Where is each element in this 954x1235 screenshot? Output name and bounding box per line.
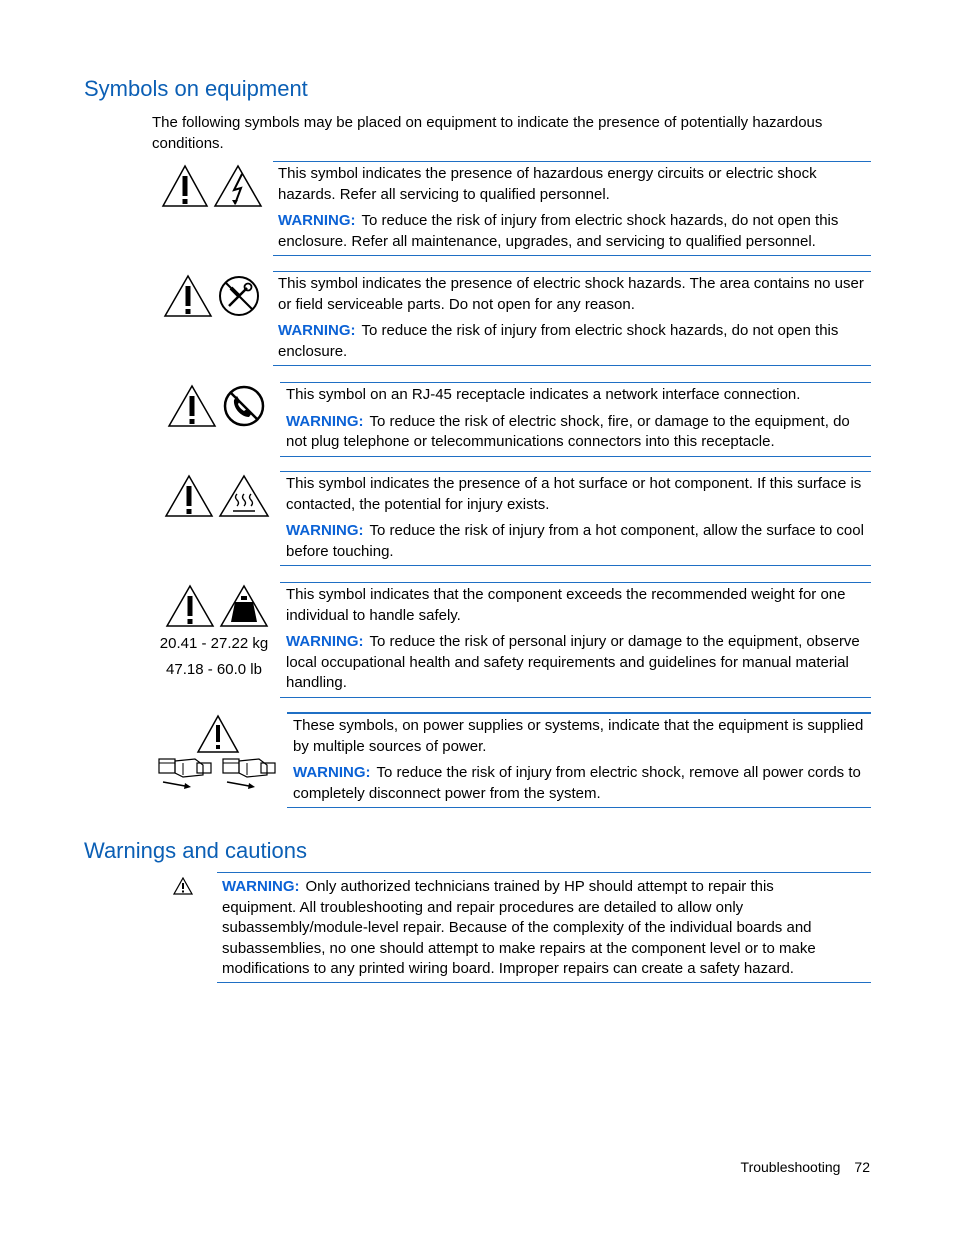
warning-triangle-icon xyxy=(196,714,240,754)
weight-range-lb: 47.18 - 60.0 lb xyxy=(166,661,262,678)
warning-label: WARNING: xyxy=(286,412,364,430)
warning-text: To reduce the risk of injury from a hot component, allow the surface to cool before touching. xyxy=(286,522,864,560)
warning-triangle-icon xyxy=(163,274,213,318)
symbol-row-2-icons xyxy=(163,274,261,318)
warning-note xyxy=(278,321,867,362)
weight-range-kg: 20.41 - 27.22 kg xyxy=(159,635,269,652)
warning-text: To reduce the risk of injury from electric shock hazards, do not open this enclosure. xyxy=(278,322,839,360)
warning-box xyxy=(217,872,871,983)
warning-label: WARNING: xyxy=(286,522,364,539)
symbol-description: These symbols, on power supplies or systems, indicate that the equipment is supplied by multiple sources of power. xyxy=(293,717,864,755)
warning-label: WARNING: xyxy=(278,322,356,339)
symbol-row-3-icons xyxy=(167,384,267,428)
warning-label: WARNING: xyxy=(293,764,371,781)
page-number: 72 xyxy=(854,1159,870,1175)
symbol-description: This symbol on an RJ-45 receptacle indicates a network interface connection. xyxy=(286,386,801,403)
symbol-row-5 xyxy=(280,582,871,698)
intro-paragraph: The following symbols may be placed on equipment to indicate the presence of potentially hazardous conditions. xyxy=(152,114,823,152)
warning-label: WARNING: xyxy=(222,878,300,895)
symbol-description: This symbol indicates the presence of electric shock hazards. The area contains no user or field serviceable parts. Do not open for any reason. xyxy=(278,275,864,313)
footer-section: Troubleshooting xyxy=(740,1159,841,1175)
section-title-warnings: Warnings and cautions xyxy=(84,838,307,863)
warning-label: WARNING: xyxy=(278,212,356,229)
symbol-description: This symbol indicates that the component exceeds the recommended weight for one individual to handle safely. xyxy=(286,586,846,624)
no-telephone-icon xyxy=(221,384,267,428)
warning-text: Only authorized technicians trained by HP should attempt to repair this equipment. All troubleshooting and repair procedures are detailed to allow only subassembly/module-level repair. Because of the complexity of the individual boards and subassemblies, no one should attempt to make repairs at the component level or to make modifications to any printed wiring board. Improper repairs can create a safety hazard. xyxy=(222,878,816,977)
no-tools-icon xyxy=(217,274,261,318)
symbol-row-1 xyxy=(273,161,871,256)
warning-text: To reduce the risk of injury from electric shock hazards, do not open this enclosure. Refer all maintenance, upgrades, and servicing to qualified personnel. xyxy=(278,212,839,250)
warning-note xyxy=(286,412,867,453)
symbol-row-1-icons xyxy=(161,164,263,208)
warning-triangle-icon xyxy=(165,584,215,628)
warning-triangle-icon xyxy=(161,164,209,208)
caution-icon-wrap xyxy=(173,877,193,898)
section-title-symbols: Symbols on equipment xyxy=(84,76,308,101)
warning-note xyxy=(222,877,831,980)
warning-text: To reduce the risk of electric shock, fire, or damage to the equipment, do not plug telephone or telecommunications connectors into this receptacle. xyxy=(286,412,850,450)
heavy-weight-icon xyxy=(219,584,269,628)
symbol-row-4 xyxy=(280,471,871,566)
power-plug-icon xyxy=(221,755,281,789)
warning-triangle-icon xyxy=(173,877,193,895)
warning-note xyxy=(286,632,867,694)
symbol-description: This symbol indicates the presence of hazardous energy circuits or electric shock hazards. Refer all servicing to qualified personnel. xyxy=(278,165,817,203)
symbol-row-6 xyxy=(287,712,871,808)
warning-note xyxy=(278,211,867,252)
page-footer xyxy=(741,1157,870,1178)
power-plug-icon xyxy=(157,755,217,789)
warning-triangle-icon xyxy=(167,384,217,428)
hot-surface-icon xyxy=(218,474,270,518)
warning-note xyxy=(293,763,867,804)
symbol-row-6-warning-icon xyxy=(196,714,240,754)
warning-triangle-icon xyxy=(164,474,214,518)
electric-shock-icon xyxy=(213,164,263,208)
symbol-description: This symbol indicates the presence of a hot surface or hot component. If this surface is contacted, the potential for injury exists. xyxy=(286,475,862,513)
warning-label: WARNING: xyxy=(286,633,364,650)
symbol-row-3 xyxy=(280,382,871,457)
warning-note xyxy=(286,521,867,562)
warning-text: To reduce the risk of injury from electric shock, remove all power cords to completely disconnect power from the system. xyxy=(293,764,861,802)
symbol-row-4-icons xyxy=(164,474,270,518)
symbol-row-2 xyxy=(273,271,871,366)
symbol-row-5-icons xyxy=(165,584,269,628)
symbol-row-6-power-icons xyxy=(157,755,281,789)
warning-text: To reduce the risk of personal injury or damage to the equipment, observe local occupational health and safety requirements and guidelines for manual material handling. xyxy=(286,633,860,691)
